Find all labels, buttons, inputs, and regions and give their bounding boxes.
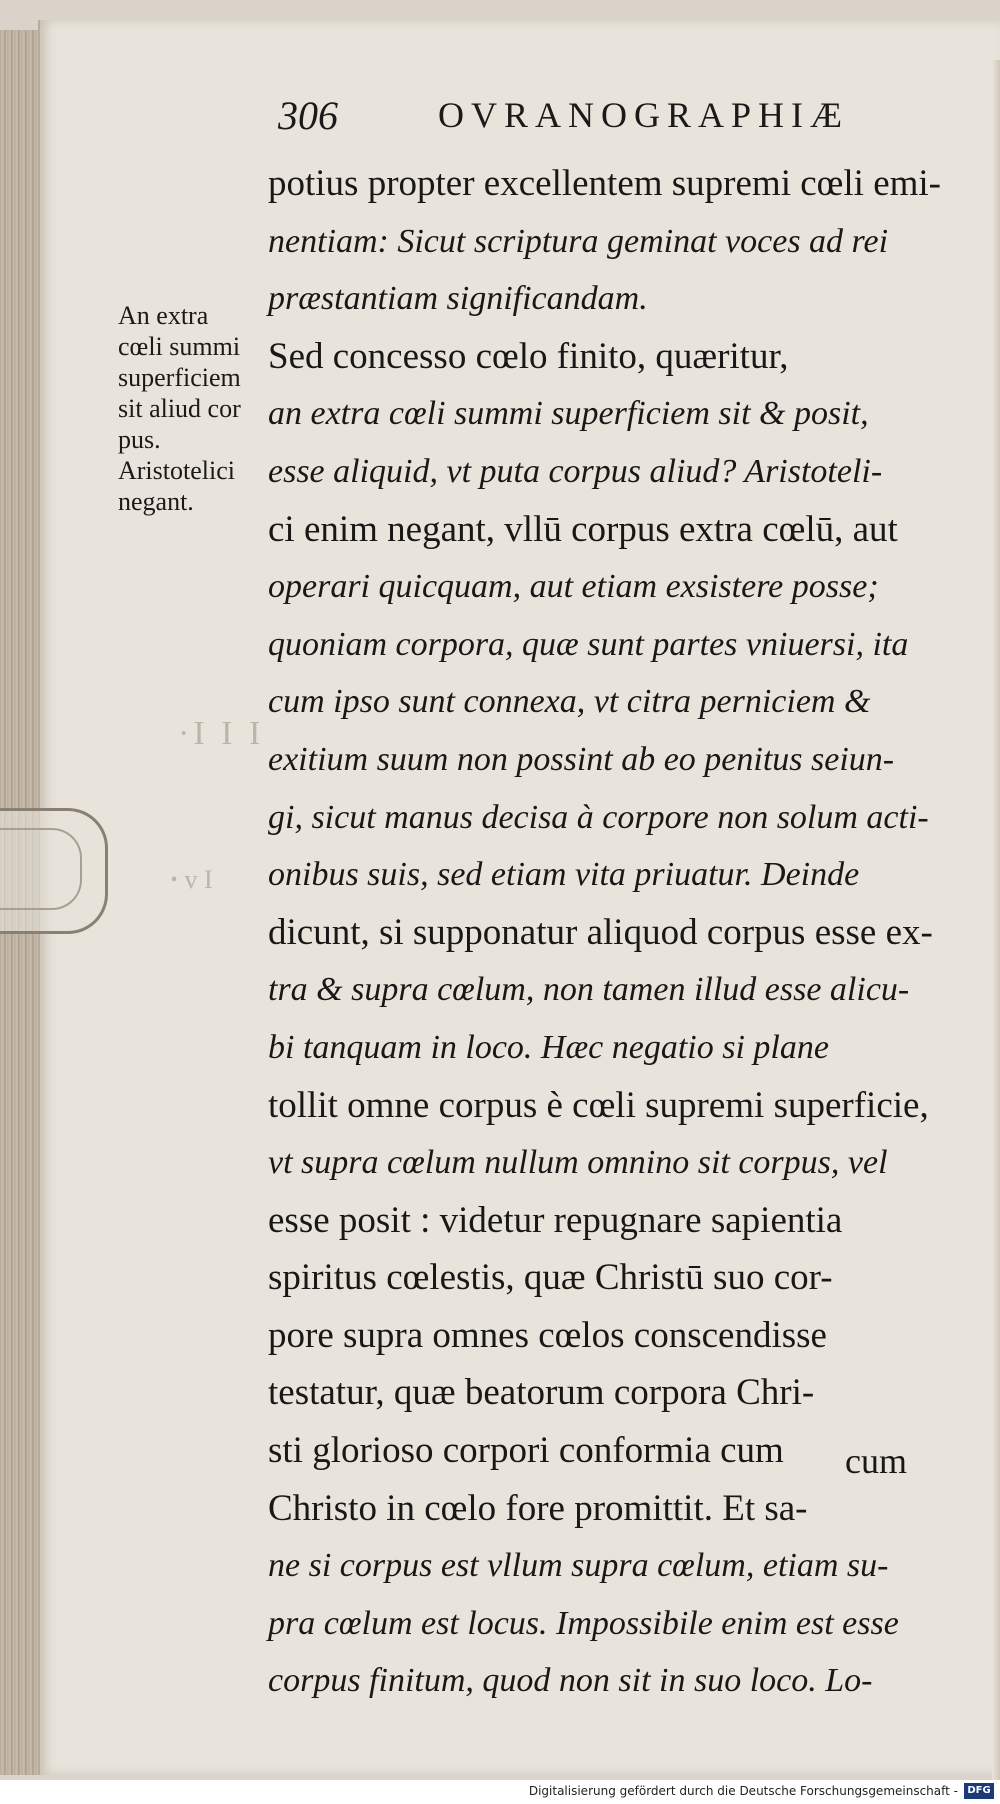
text-line: pra cœlum est locus. Impossibile enim est esse bbox=[268, 1604, 899, 1642]
page-header bbox=[278, 92, 958, 152]
text-line: exitium suum non possint ab eo penitus seiun- bbox=[268, 740, 895, 778]
text-line: sti glorioso corpori conformia cum bbox=[268, 1430, 784, 1472]
margin-note-line: superficiem bbox=[118, 363, 241, 392]
text-line: nentiam: Sicut scriptura geminat voces ad rei bbox=[268, 222, 889, 260]
text-line: testatur, quæ beatorum corpora Chri- bbox=[268, 1372, 815, 1414]
text-line: tollit omne corpus è cœli supremi superficie, bbox=[268, 1084, 929, 1126]
text-line: Sed concesso cœlo finito, quæritur, bbox=[268, 335, 789, 377]
text-line: quoniam corpora, quæ sunt partes vniuersi, ita bbox=[268, 625, 909, 663]
footer-credit: Digitalisierung gefördert durch die Deutsche Forschungsgemeinschaft - bbox=[528, 1784, 958, 1798]
margin-note-line: An extra bbox=[118, 301, 209, 330]
page-clip-inner bbox=[0, 828, 82, 910]
bleed-through-mark: ·I I I bbox=[178, 715, 265, 752]
margin-note-line: cœli summi bbox=[118, 332, 241, 361]
text-line: ci enim negant, vllū corpus extra cœlū, aut bbox=[268, 508, 898, 550]
text-line: bi tanquam in loco. Hæc negatio si plane bbox=[268, 1028, 829, 1066]
margin-note-line: Aristotelici bbox=[118, 456, 235, 485]
text-line: esse posit : videtur repugnare sapientia bbox=[268, 1199, 843, 1241]
margin-note-line: sit aliud cor bbox=[118, 394, 241, 423]
dfg-logo: DFG bbox=[964, 1783, 994, 1799]
text-line: spiritus cœlestis, quæ Christū suo cor- bbox=[268, 1257, 833, 1299]
text-line: cum ipso sunt connexa, vt citra perniciem & bbox=[268, 683, 871, 721]
running-head: OVRANOGRAPHIÆ bbox=[438, 95, 850, 135]
digitization-footer bbox=[0, 1780, 1000, 1804]
text-line: vt supra cœlum nullum omnino sit corpus, vel bbox=[268, 1144, 888, 1182]
page-number: 306 bbox=[278, 93, 338, 138]
text-line: potius propter excellentem supremi cœli emi- bbox=[268, 163, 941, 204]
bleed-through-mark: ꞏ v I bbox=[170, 865, 213, 894]
margin-note-line: negant. bbox=[118, 487, 194, 516]
text-line: corpus finitum, quod non sit in suo loco. Lo- bbox=[268, 1662, 873, 1700]
text-line: an extra cœli summi superficiem sit & posit, bbox=[268, 395, 869, 433]
text-line: operari quicquam, aut etiam exsistere posse; bbox=[268, 568, 879, 606]
text-line: tra & supra cœlum, non tamen illud esse alicu- bbox=[268, 971, 910, 1009]
text-line: esse aliquid, vt puta corpus aliud? Aristoteli- bbox=[268, 452, 883, 490]
text-line: præstantiam significandam. bbox=[268, 280, 648, 318]
text-line: dicunt, si supponatur aliquod corpus esse ex- bbox=[268, 911, 933, 953]
catchword: cum bbox=[845, 1441, 907, 1481]
text-line: pore supra omnes cœlos conscendisse bbox=[268, 1314, 827, 1356]
page-right-edge bbox=[992, 60, 1000, 1795]
text-line: Christo in cœlo fore promittit. Et sa- bbox=[268, 1487, 808, 1529]
margin-note bbox=[118, 300, 278, 517]
text-line: onibus suis, sed etiam vita priuatur. Deinde bbox=[268, 856, 860, 894]
text-line: ne si corpus est vllum supra cœlum, etiam su- bbox=[268, 1547, 889, 1585]
text-line: gi, sicut manus decisa à corpore non solum acti- bbox=[268, 798, 929, 836]
margin-note-line: pus. bbox=[118, 425, 161, 454]
